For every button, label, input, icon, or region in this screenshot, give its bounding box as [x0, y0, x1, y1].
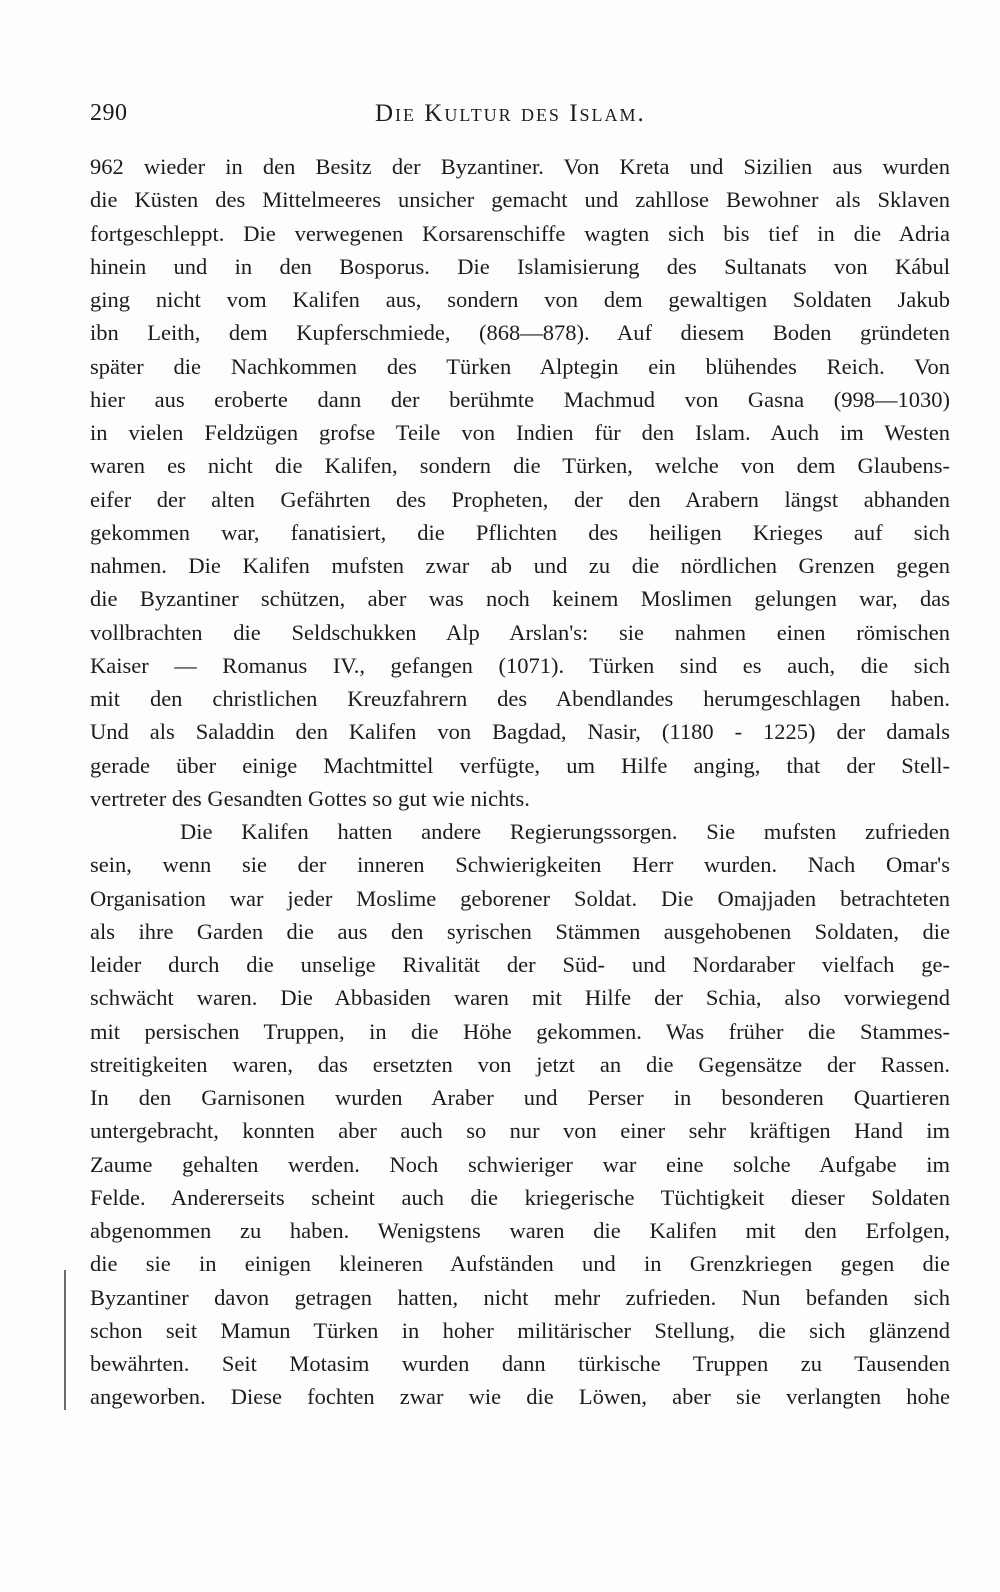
text-line: In den Garnisonen wurden Araber und Perser in besonderen Quartieren: [90, 1085, 950, 1110]
text-line: fortgeschleppt. Die verwegenen Korsarenschiffe wagten sich bis tief in die Adria: [90, 220, 950, 246]
text-line: 962 wieder in den Besitz der Byzantiner. Von Kreta und Sizilien aus wurden: [90, 154, 950, 179]
text-line: Byzantiner davon getragen hatten, nicht mehr zufrieden. Nun befanden sich: [90, 1284, 950, 1310]
text-line: Und als Saladdin den Kalifen von Bagdad, Nasir, (1180 - 1225) der damals: [90, 719, 950, 745]
text-line: die Küsten des Mittelmeeres unsicher gemacht und zahllose Bewohner als Sklaven: [90, 187, 950, 213]
text-line: abgenommen zu haben. Wenigstens waren die Kalifen mit den Erfolgen,: [90, 1218, 950, 1243]
text-line: schon seit Mamun Türken in hoher militärischer Stellung, die sich glänzend: [90, 1317, 950, 1343]
page-header: [90, 100, 950, 134]
text-line: hinein und in den Bosporus. Die Islamisierung des Sultanats von Kábul: [90, 253, 950, 279]
text-line: vollbrachten die Seldschukken Alp Arslan's: sie nahmen einen römischen: [90, 619, 950, 645]
text-line: nahmen. Die Kalifen mufsten zwar ab und zu die nördlichen Grenzen gegen: [90, 553, 950, 578]
paragraph-start-line: Die Kalifen hatten andere Regierungssorgen. Sie mufsten zufrieden: [180, 819, 950, 844]
text-line: gekommen war, fanatisiert, die Pflichten des heiligen Krieges auf sich: [90, 519, 950, 545]
text-line: Zaume gehalten werden. Noch schwieriger war eine solche Aufgabe im: [90, 1151, 950, 1177]
text-line: mit den christlichen Kreuzfahrern des Abendlandes herumgeschlagen haben.: [90, 686, 950, 711]
text-line: später die Nachkommen des Türken Alptegin ein blühendes Reich. Von: [90, 353, 950, 379]
text-line: gerade über einige Machtmittel verfügte, um Hilfe anging, that der Stell-: [90, 752, 950, 778]
text-line: ibn Leith, dem Kupferschmiede, (868—878). Auf diesem Boden gründeten: [90, 320, 950, 346]
text-line: ging nicht vom Kalifen aus, sondern von dem gewaltigen Soldaten Jakub: [90, 287, 950, 312]
text-line: hier aus eroberte dann der berühmte Machmud von Gasna (998—1030): [90, 386, 950, 412]
text-line: Felde. Andererseits scheint auch die kriegerische Tüchtigkeit dieser Soldaten: [90, 1184, 950, 1210]
body-text: [90, 150, 950, 1414]
text-line: als ihre Garden die aus den syrischen Stämmen ausgehobenen Soldaten, die: [90, 918, 950, 944]
text-line: die Byzantiner schützen, aber was noch keinem Moslimen gelungen war, das: [90, 586, 950, 612]
text-line: in vielen Feldzügen grofse Teile von Indien für den Islam. Auch im Westen: [90, 420, 950, 445]
text-line: Organisation war jeder Moslime geborener Soldat. Die Omajjaden betrachteten: [90, 885, 950, 911]
text-line: untergebracht, konnten aber auch so nur von einer sehr kräftigen Hand im: [90, 1118, 950, 1144]
margin-mark: [64, 1270, 66, 1410]
running-title: Die Kultur des Islam.: [375, 100, 646, 127]
text-line: Kaiser — Romanus IV., gefangen (1071). Türken sind es auch, die sich: [90, 652, 950, 678]
text-line: mit persischen Truppen, in die Höhe gekommen. Was früher die Stammes-: [90, 1018, 950, 1044]
text-line: leider durch die unselige Rivalität der Süd- und Nordaraber vielfach ge-: [90, 952, 950, 977]
text-line: die sie in einigen kleineren Aufständen und in Grenzkriegen gegen die: [90, 1251, 950, 1277]
text-line: waren es nicht die Kalifen, sondern die Türken, welche von dem Glaubens-: [90, 453, 950, 479]
text-line: sein, wenn sie der inneren Schwierigkeiten Herr wurden. Nach Omar's: [90, 852, 950, 878]
text-line: streitigkeiten waren, das ersetzten von jetzt an die Gegensätze der Rassen.: [90, 1051, 950, 1077]
paragraph-end-line: vertreter des Gesandten Gottes so gut wie nichts.: [90, 785, 530, 811]
text-line: bewährten. Seit Motasim wurden dann türkische Truppen zu Tausenden: [90, 1351, 950, 1376]
text-line: schwächt waren. Die Abbasiden waren mit Hilfe der Schia, also vorwiegend: [90, 985, 950, 1011]
text-line: angeworben. Diese fochten zwar wie die Löwen, aber sie verlangten hohe: [90, 1384, 950, 1410]
page-number: 290: [90, 100, 128, 126]
text-line: eifer der alten Gefährten des Propheten, der den Arabern längst abhanden: [90, 486, 950, 512]
